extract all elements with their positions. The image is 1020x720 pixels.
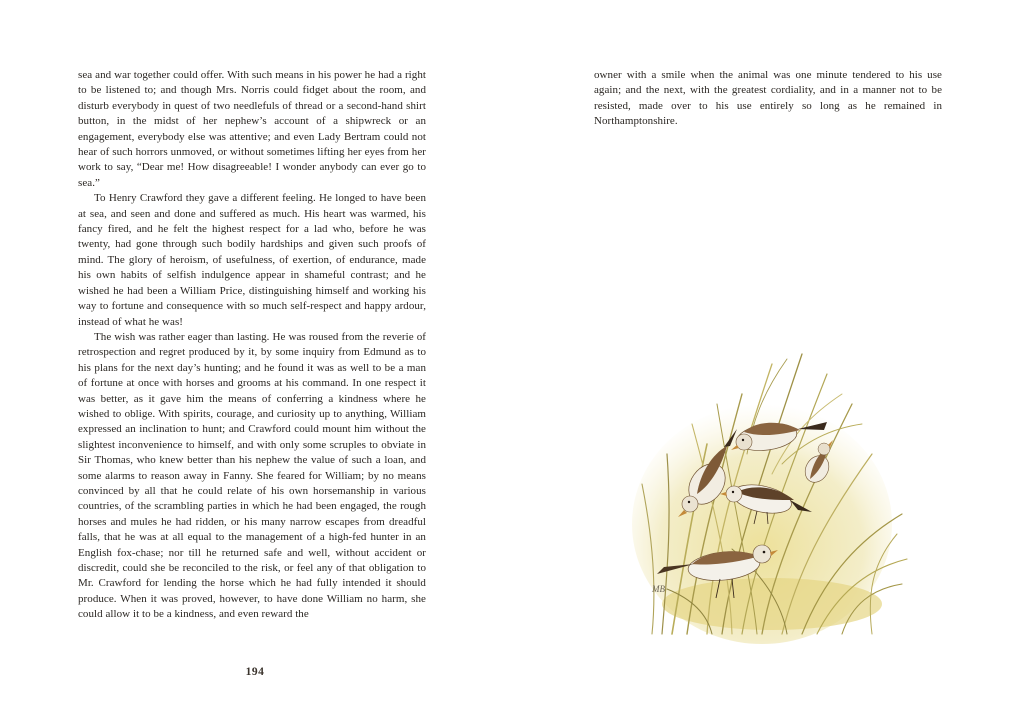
artist-signature: MB (652, 584, 665, 594)
paragraph-3: The wish was rather eager than lasting. He was roused from the reverie of retrospection and regret produced by it, by some inquiry from Edmund as to his plans for the next day’s hunting; and he found it was as well to be a man of fortune at once with horses and grooms at his command. In one respect it was better, as it gave him the means of conferring a kindness where he wished to oblige. With spirits, courage, and curiosity up to anything, William expressed an inclination to hunt; and Crawford could mount him without the slightest inconvenience to himself, and with only some scruples to obviate in Sir Thomas, who knew better than his nephew the value of such a loan, and some alarms to reason away in Fanny. She feared for William; by no means convinced by all that he could relate of his own horsemanship in various countries, of the scrambling parties in which he had been engaged, the rough horses and mules he had ridden, or his many narrow escapes from dreadful falls, that he was at all equal to the management of a high-fed hunter in an English fox-chase; nor till he returned safe and well, without accident or discredit, could she be reconciled to the risk, or feel any of that obligation to Mr. Crawford for lending the horse which he had fully intended it should produce. When it was proved, however, to have done William no harm, she could allow it to be a kindness, and even reward the (78, 330, 426, 621)
paragraph-2: To Henry Crawford they gave a different feeling. He longed to have been at sea, and seen and done and suffered as much. His heart was warmed, his fancy fired, and he felt the highest respect for a lad who, before he was twenty, had gone through such bodily hardships and given such proofs of mind. The glory of heroism, of usefulness, of exertion, of endurance, made his own habits of selfish indulgence appear in shameful contrast; and he wished he had been a William Price, distinguishing himself and working his way to fortune and consequence with so much self-respect and happy ardour, instead of what he was! (78, 192, 426, 328)
snow-buntings-drawing (612, 334, 912, 644)
paragraph-1: sea and war together could offer. With such means in his power he had a right to be listened to; and though Mrs. Norris could fidget about the room, and disturb everybody in quest of two needlefuls of thread or a second-hand shirt button, in the midst of her nephew’s account of a shipwreck or an engagement, everybody else was attentive; and even Lady Bertram could not hear of such horrors unmoved, or without sometimes lifting her eyes from her work to say, “Dear me! How disagreeable! I wonder anybody can ever go to sea.” (78, 69, 426, 189)
right-page (594, 68, 942, 130)
left-page (78, 68, 426, 623)
page-number: 194 (245, 666, 265, 678)
paragraph-continuation: owner with a smile when the animal was one minute tendered to his use again; and the next, with the greatest cordiality, and in a manner not to be resisted, made over to his use entirely so long as he remained in Northamptonshire. (594, 69, 942, 128)
bird-illustration (612, 334, 912, 644)
